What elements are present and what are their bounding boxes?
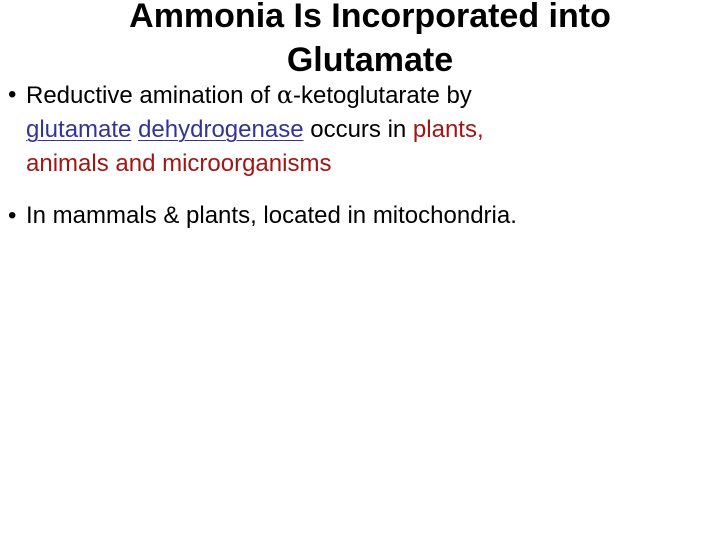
alpha-symbol: α [276,81,294,109]
plants-highlight: plants, [412,116,484,143]
bullet-dot: • [8,202,17,229]
glutamate-link[interactable]: glutamate [26,116,132,143]
bullet-list [8,78,708,233]
animals-highlight: animals and microorganisms [26,150,332,177]
bullet-item-1 [8,78,708,181]
bullet-1-text-a: Reductive amination of [26,82,277,109]
bullet-2-text: In mammals & plants, located in mitochondria. [26,202,517,229]
title-line-2: Glutamate [286,41,454,79]
title-line-1: Ammonia Is Incorporated into [129,0,611,35]
dehydrogenase-link[interactable]: dehydrogenase [138,116,304,143]
slide-title [60,0,680,82]
bullet-1-text-c: occurs in [303,116,413,143]
bullet-1-text-b: -ketoglutarate by [293,82,472,109]
bullet-dot: • [8,81,17,108]
bullet-item-2 [8,199,708,233]
